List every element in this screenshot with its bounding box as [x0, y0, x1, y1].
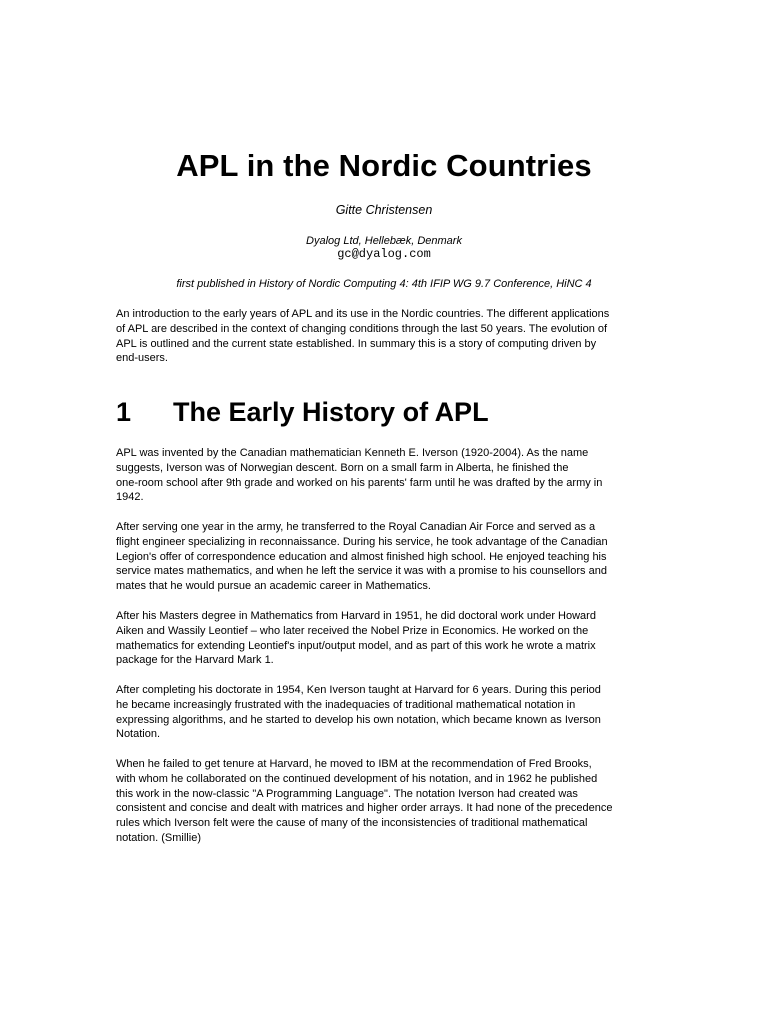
paragraph-line: he became increasingly frustrated with the inadequacies of traditional mathematical notation in	[116, 698, 576, 711]
paragraph-line: service mates mathematics, and when he left the service it was with a promise to his counsellors and	[116, 565, 607, 578]
section-number: 1	[116, 397, 132, 427]
publication-note: first published in History of Nordic Computing 4: 4th IFIP WG 9.7 Conference, HiNC 4	[176, 278, 592, 290]
abstract	[116, 307, 656, 366]
paragraph-line: Legion's offer of correspondence education and almost finished high school. He enjoyed teaching his	[116, 550, 607, 563]
paragraph-line: suggests, Iverson was of Norwegian descent. Born on a small farm in Alberta, he finished the	[116, 461, 569, 474]
paragraph-line: package for the Harvard Mark 1.	[116, 654, 274, 667]
paragraph-line: flight engineer specializing in reconnaissance. During his service, he took advantage of the Canadian	[116, 535, 608, 548]
paragraph-line: expressing algorithms, and he started to develop his own notation, which became known as Iverson	[116, 713, 601, 726]
body-paragraph	[116, 520, 656, 594]
paragraph-line: this work in the now-classic "A Programming Language". The notation Iverson had created was	[116, 787, 578, 800]
paragraph-line: one-room school after 9th grade and worked on his parents' farm until he was drafted by the army in	[116, 476, 603, 489]
author-name: Gitte Christensen	[335, 203, 433, 217]
paragraph-line: 1942.	[116, 491, 144, 504]
body-paragraph	[116, 446, 656, 505]
paragraph-line: Aiken and Wassily Leontief – who later received the Nobel Prize in Economics. He worked on the	[116, 624, 589, 637]
paragraph-line: After serving one year in the army, he transferred to the Royal Canadian Air Force and served as a	[116, 521, 596, 533]
paragraph-line: mates that he would pursue an academic career in Mathematics.	[116, 580, 431, 593]
abstract-line: end-users.	[116, 352, 168, 365]
paragraph-line: Notation.	[116, 728, 161, 741]
paragraph-line: APL was invented by the Canadian mathematician Kenneth E. Iverson (1920-2004). As the name	[116, 447, 589, 459]
paragraph-line: consistent and concise and dealt with matrices and higher order arrays. It had none of the precedence	[116, 802, 613, 815]
paragraph-line: with whom he collaborated on the continued development of his notation, and in 1962 he published	[116, 772, 598, 785]
page-title: APL in the Nordic Countries	[176, 148, 592, 183]
section-heading	[116, 394, 489, 430]
paragraph-line: rules which Iverson felt were the cause of many of the inconsistencies of traditional mathematical	[116, 817, 588, 830]
author-affiliation: Dyalog Ltd, Hellebæk, Denmark	[306, 235, 462, 247]
body-paragraph	[116, 757, 656, 846]
abstract-line: APL is outlined and the current state established. In summary this is a story of computing driven by	[116, 337, 597, 350]
section-title: The Early History of APL	[173, 397, 489, 427]
author-email: gc@dyalog.com	[337, 247, 431, 261]
paragraph-line: When he failed to get tenure at Harvard, he moved to IBM at the recommendation of Fred Brooks,	[116, 758, 592, 770]
abstract-line: An introduction to the early years of APL and its use in the Nordic countries. The different applications	[116, 308, 610, 320]
paragraph-line: After his Masters degree in Mathematics from Harvard in 1951, he did doctoral work under Howard	[116, 610, 596, 622]
body-paragraph	[116, 683, 656, 742]
abstract-line: of APL are described in the context of changing conditions through the last 50 years. The evolution of	[116, 322, 608, 335]
body-paragraph	[116, 609, 656, 668]
paragraph-line: notation. (Smillie)	[116, 831, 201, 844]
paragraph-line: After completing his doctorate in 1954, Ken Iverson taught at Harvard for 6 years. During this period	[116, 684, 601, 696]
paragraph-line: mathematics for extending Leontief's input/output model, and as part of this work he wrote a matrix	[116, 639, 596, 652]
